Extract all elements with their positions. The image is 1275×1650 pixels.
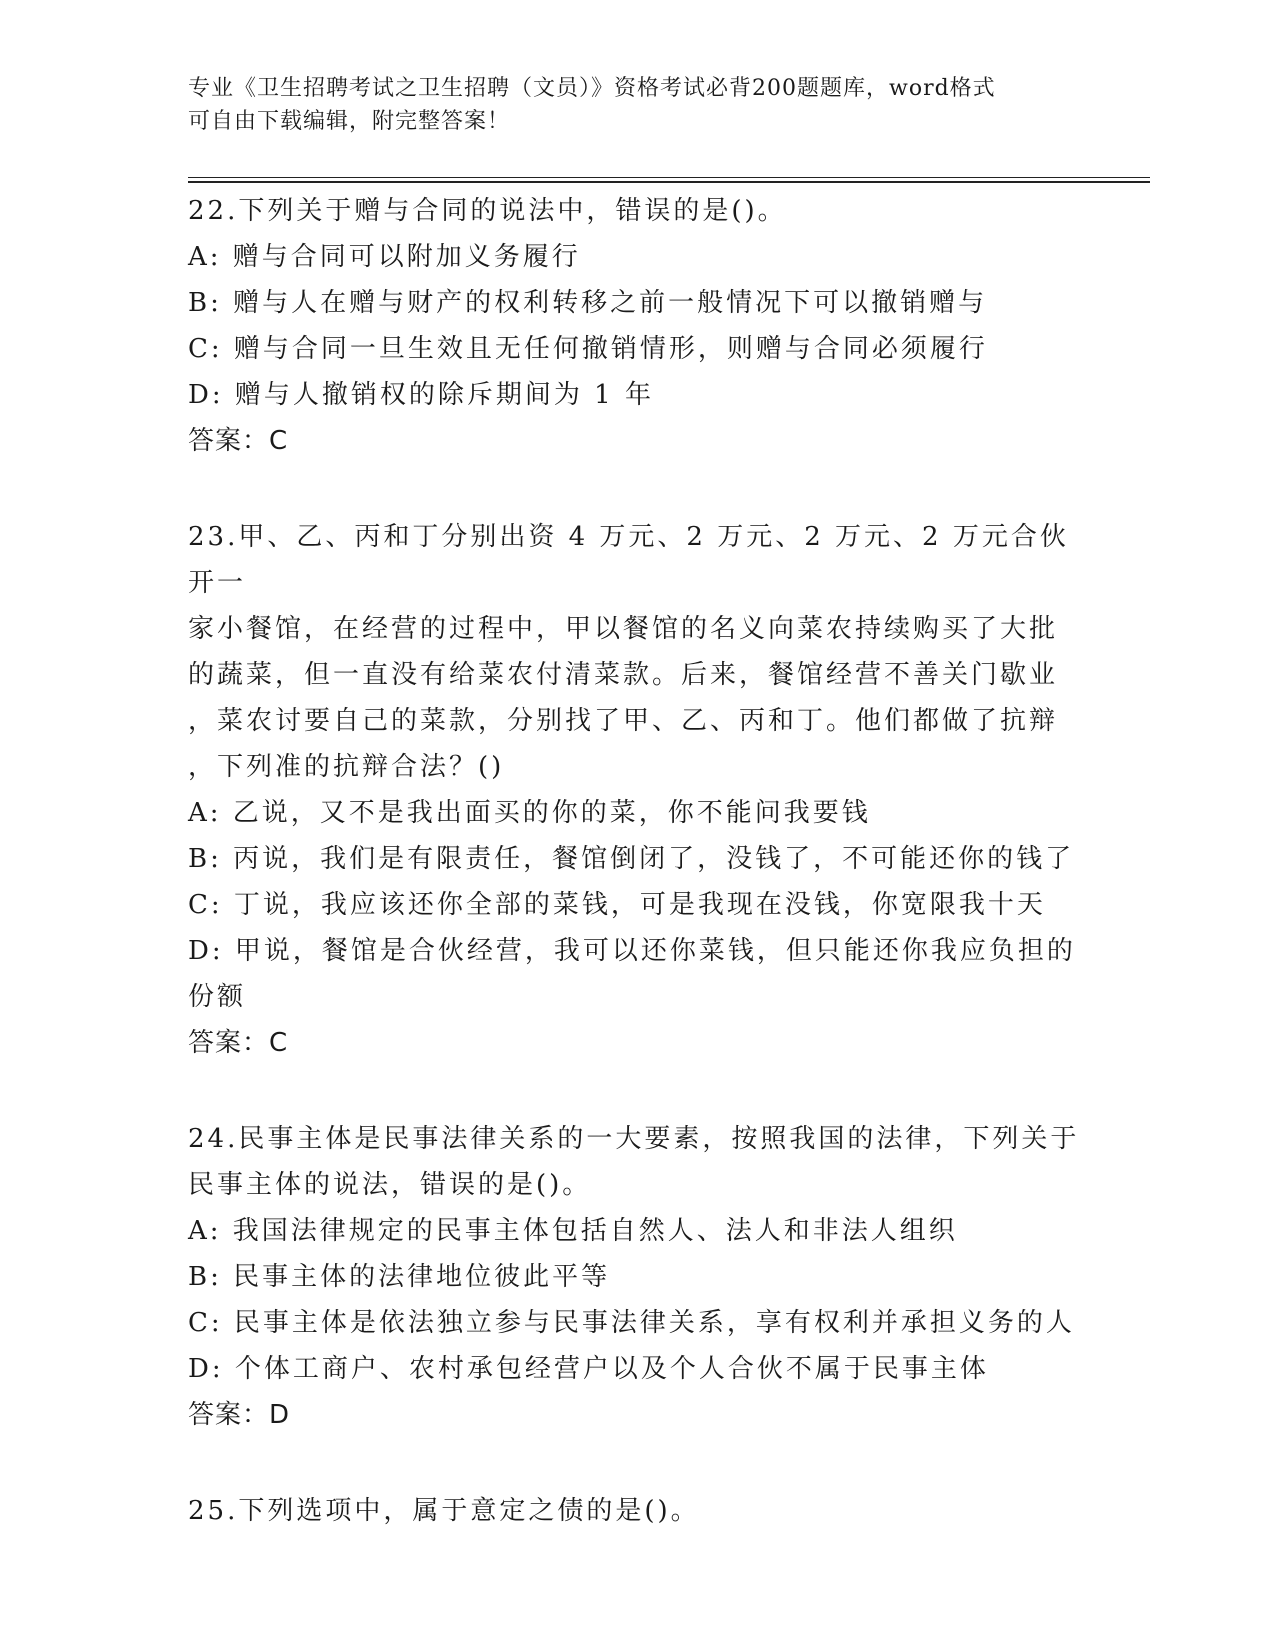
header-divider: [188, 177, 1150, 178]
question-stem: 25.下列选项中，属于意定之债的是()。: [188, 1496, 700, 1526]
option-c: C: 赠与合同一旦生效且无任何撤销情形，则赠与合同必须履行: [188, 334, 988, 364]
question-22: [188, 188, 1088, 464]
question-stem: 24.民事主体是民事法律关系的一大要素，按照我国的法律，下列关于: [188, 1124, 1080, 1154]
question-list: [188, 188, 1088, 1534]
option-d: D: 赠与人撤销权的除斥期间为 1 年: [188, 380, 654, 410]
question-25: [188, 1488, 1088, 1534]
option-c: C: 民事主体是依法独立参与民事法律关系，享有权利并承担义务的人: [188, 1308, 1075, 1338]
option-b: B: 民事主体的法律地位彼此平等: [188, 1262, 611, 1292]
question-23: [188, 514, 1088, 1066]
question-stem: 22.下列关于赠与合同的说法中，错误的是()。: [188, 196, 787, 226]
question-stem: 的蔬菜，但一直没有给菜农付清菜款。后来，餐馆经营不善关门歇业: [188, 660, 1059, 690]
option-a: A: 我国法律规定的民事主体包括自然人、法人和非法人组织: [188, 1216, 958, 1246]
header-line-2: 可自由下载编辑，附完整答案！: [188, 109, 511, 134]
question-stem: ，菜农讨要自己的菜款，分别找了甲、乙、丙和丁。他们都做了抗辩: [188, 706, 1059, 736]
question-24: [188, 1116, 1088, 1438]
option-a: A: 乙说，又不是我出面买的你的菜，你不能问我要钱: [188, 798, 871, 828]
question-stem: ，下列准的抗辩合法？(): [188, 752, 505, 782]
question-stem: 民事主体的说法，错误的是()。: [188, 1170, 592, 1200]
option-b: B: 赠与人在赠与财产的权利转移之前一般情况下可以撤销赠与: [188, 288, 988, 318]
option-b: B: 丙说，我们是有限责任，餐馆倒闭了，没钱了，不可能还你的钱了: [188, 844, 1075, 874]
answer-label: 答案：C: [188, 1028, 289, 1058]
question-gap: [188, 464, 1088, 514]
option-c: C: 丁说，我应该还你全部的菜钱，可是我现在没钱，你宽限我十天: [188, 890, 1046, 920]
answer-label: 答案：D: [188, 1400, 291, 1430]
question-stem: 23.甲、乙、丙和丁分别出资 4 万元、2 万元、2 万元、2 万元合伙开一: [188, 522, 1069, 598]
document-header: [188, 72, 1088, 138]
question-gap: [188, 1066, 1088, 1116]
option-d-continued: 份额: [188, 982, 247, 1012]
answer-label: 答案：C: [188, 426, 289, 456]
option-a: A: 赠与合同可以附加义务履行: [188, 242, 581, 272]
header-divider-thick: [188, 181, 1150, 183]
option-d: D: 个体工商户、农村承包经营户以及个人合伙不属于民事主体: [188, 1354, 989, 1384]
option-d: D: 甲说，餐馆是合伙经营，我可以还你菜钱，但只能还你我应负担的: [188, 936, 1076, 966]
question-stem: 家小餐馆，在经营的过程中，甲以餐馆的名义向菜农持续购买了大批: [188, 614, 1059, 644]
header-line-1: 专业《卫生招聘考试之卫生招聘（文员）》资格考试必背200题题库，word格式: [188, 76, 996, 101]
question-gap: [188, 1438, 1088, 1488]
